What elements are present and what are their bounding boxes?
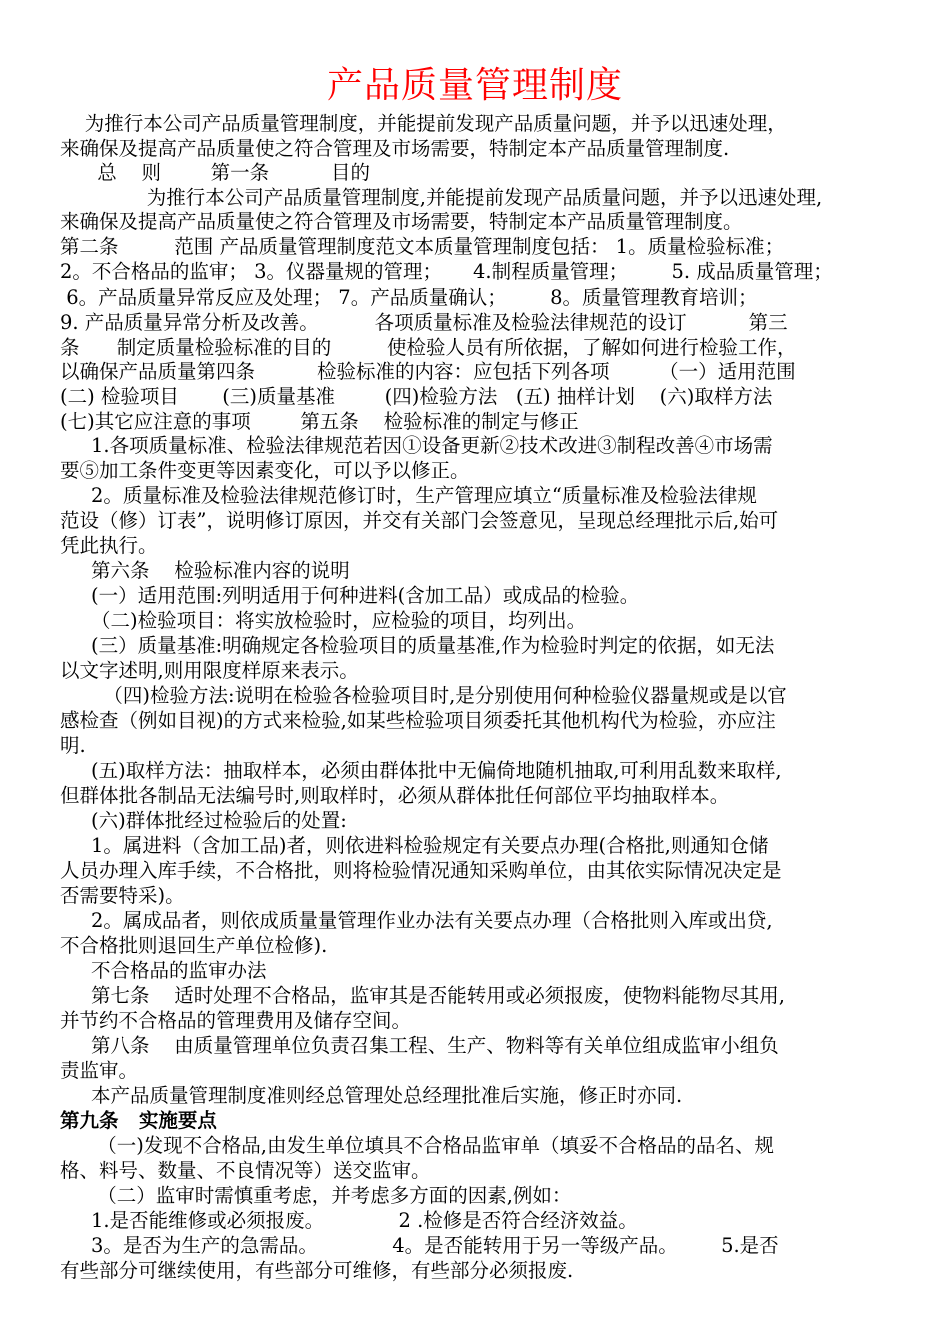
body-line: (一）适用范围:列明适用于何种进料(含加工品）或成品的检验。 [60,584,640,607]
body-line: 但群体批各制品无法编号时,则取样时，必须从群体批任何部位平均抽取样本。 [60,784,730,807]
body-line: 人员办理入库手续，不合格批，则将检验情况通知采购单位，由其依实际情况决定是 [60,859,782,882]
body-line: （一)发现不合格品,由发生单位填具不合格品监审单（填妥不合格品的品名、规 [60,1134,774,1157]
body-line: (二) 检验项目 (三)质量基准 (四)检验方法 (五) 抽样计划 (六)取样方法 [60,385,773,408]
body-line: 2。质量标准及检验法律规范修订时，生产管理应填立“质量标准及检验法律规 [60,484,757,507]
body-line: 以确保产品质量第四条 检验标准的内容：应包括下列各项 （一）适用范围 [60,360,796,383]
body-line: 条 制定质量检验标准的目的 使检验人员有所依据，了解如何进行检验工作， [60,336,797,359]
body-line: 第六条 检验标准内容的说明 [60,559,350,582]
body-line: 为推行本公司产品质量管理制度，并能提前发现产品质量问题，并予以迅速处理， [60,112,787,135]
body-line: 责监审。 [60,1059,139,1082]
body-line: 明. [60,734,86,757]
body-line: 来确保及提高产品质量使之符合管理及市场需要，特制定本产品质量管理制度. [60,137,730,160]
body-line: 不合格品的监审办法 [60,959,267,982]
body-line: 凭此执行。 [60,534,158,557]
body-line: 并节约不合格品的管理费用及储存空间。 [60,1009,412,1032]
body-line: 第八条 由质量管理单位负责召集工程、生产、物料等有关单位组成监审小组负 [60,1034,779,1057]
body-line: 格、料号、数量、不良情况等）送交监审。 [60,1159,431,1182]
body-line: 9. 产品质量异常分析及改善。 各项质量标准及检验法律规范的设订 第三 [60,311,788,334]
body-line: （四)检验方法:说明在检验各检验项目时,是分别使用何种检验仪器量规或是以官 [60,684,787,707]
body-line: 第二条 范围 产品质量管理制度范文本质量管理制度包括： 1。质量检验标准； [60,235,785,258]
body-line: (六)群体批经过检验后的处置: [60,809,347,832]
body-line: 有些部分可继续使用，有些部分可维修，有些部分必须报废. [60,1259,574,1282]
document-title: 产品质量管理制度 [326,65,623,106]
body-line: 1.各项质量标准、检验法律规范若因①设备更新②技术改进③制程改善④市场需 [60,434,773,457]
body-line: （二）监审时需慎重考虑，并考虑多方面的因素,例如： [60,1184,572,1207]
body-line: 以文字述明,则用限度样原来表示。 [60,659,359,682]
body-line: 范设（修）订表”，说明修订原因，并交有关部门会签意见，呈现总经理批示后,始可 [60,509,779,532]
body-line: (七)其它应注意的事项 第五条 检验标准的制定与修正 [60,410,579,433]
body-line: 2。属成品者，则依成质量量管理作业办法有关要点办理（合格批则入库或出贷, [60,909,773,932]
body-line: （二)检验项目：将实放检验时，应检验的项目，均列出。 [60,609,587,632]
body-line: 2。不合格品的监审； 3。仪器量规的管理； 4.制程质量管理； 5. 成品质量管理； [60,260,833,283]
body-line: 1。属进料（含加工品)者，则依进料检验规定有关要点办理(合格批,则通知仓储 [60,834,769,857]
body-line: 3。是否为生产的急需品。 4。是否能转用于另一等级产品。 5.是否 [60,1234,779,1257]
body-line: 第七条 适时处理不合格品，监审其是否能转用或必须报废，使物料能物尽其用, [60,984,785,1007]
section-heading-bold: 第九条 实施要点 [60,1109,217,1132]
body-line: 为推行本公司产品质量管理制度,并能提前发现产品质量问题，并予以迅速处理, [60,186,823,209]
body-line: 要⑤加工条件变更等因素变化，可以予以修正。 [60,459,470,482]
body-line: (五)取样方法：抽取样本，必须由群体批中无偏倚地随机抽取,可利用乱数来取样, [60,759,782,782]
body-line: 不合格批则退回生产单位检修). [60,934,328,957]
body-line: 6。产品质量异常反应及处理； 7。产品质量确认； 8。质量管理教育培训； [60,286,758,309]
body-line: 本产品质量管理制度准则经总管理处总经理批准后实施，修正时亦同. [60,1084,683,1107]
section-heading: 总 则 第一条 目的 [60,161,371,184]
body-line: 否需要特采)。 [60,884,185,907]
body-line: (三）质量基准:明确规定各检验项目的质量基准,作为检验时判定的依据，如无法 [60,634,775,657]
body-line: 1.是否能维修或必须报废。 2 .检修是否符合经济效益。 [60,1209,638,1232]
body-line: 感检查（例如目视)的方式来检验,如某些检验项目须委托其他机构代为检验，亦应注 [60,709,776,732]
body-line: 来确保及提高产品质量使之符合管理及市场需要，特制定本产品质量管理制度。 [60,210,743,233]
